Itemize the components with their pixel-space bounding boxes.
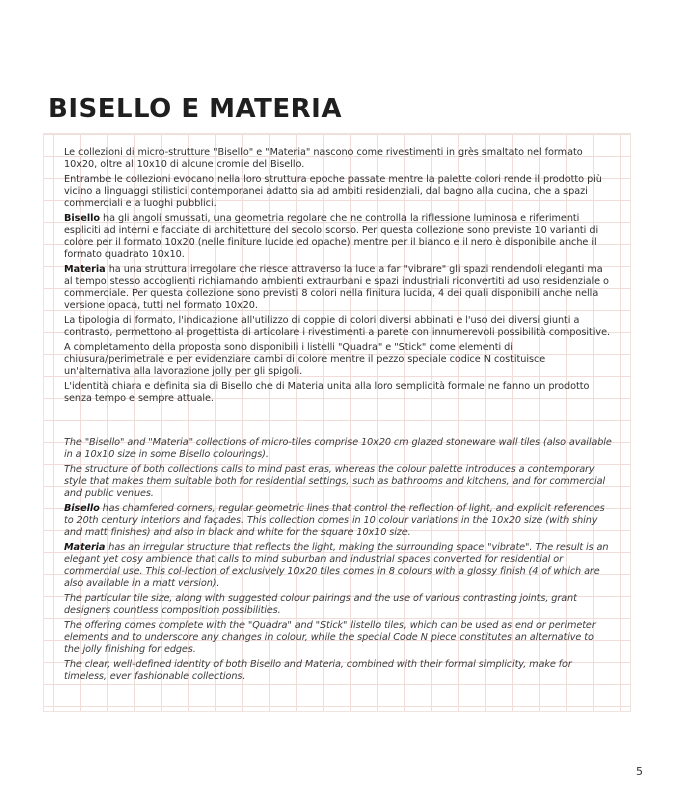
italian-paragraph: L'identità chiara e definita sia di Bisello che di Materia unita alla loro semplicità formale ne fanno un prodotto senza tempo e sempre attuale. (64, 381, 590, 404)
text-panel (43, 133, 631, 712)
bisello-label: Bisello (64, 213, 100, 224)
italian-paragraph: A completamento della proposta sono disponibili i listelli "Quadra" e "Stick" come elementi di chiusura/perimetrale e per evidenziare cambi di colore mentre il pezzo speciale codice N costituisce un'alternativa alla lavorazione jolly per gli spigoli. (64, 342, 546, 377)
english-paragraph: Bisello has chamfered corners, regular geometric lines that control the reflection of light, and explicit references to 20th century interiors and façades. This collection comes in 10 colour variations in the 10x20 size (with shiny and matt finishes) and also in black and white for the square 10x10 size. (64, 503, 605, 538)
english-paragraph: The offering comes complete with the "Quadra" and "Stick" listello tiles, which can be used as end or perimeter elements and to underscore any changes in colour, while the special Code N piece constitutes an alternative to the jolly finishing for edges. (64, 620, 596, 655)
italian-paragraph: Materia ha una struttura irregolare che riesce attraverso la luce a far "vibrare" gli spazi rendendoli eleganti ma al tempo stesso accoglienti richiamando ambienti extraurbani e spazi industriali riconvertiti ad uso residenziale o commerciale. Per questa collezione sono previsti 8 colori nella finitura lucida, 4 dei quali disponibili anche nella versione opaca, tutti nel formato 10x20. (64, 264, 609, 311)
english-paragraph: The particular tile size, along with suggested colour pairings and the use of various contrasting joints, grant designers countless composition possibilities. (64, 593, 577, 616)
bisello-label: Bisello (64, 503, 100, 514)
italian-section (64, 147, 612, 405)
italian-paragraph: Bisello ha gli angoli smussati, una geometria regolare che ne controlla la riflessione luminosa e riferimenti espliciti ad interni e facciate di architetture del secolo scorso. Per questa collezione sono previste 10 varianti di colore per il formato 10x20 (nelle finiture lucide ed opache) mentre per il bianco e il nero è disponibile anche il formato quadrato 10x10. (64, 213, 599, 260)
materia-label: Materia (64, 264, 106, 275)
italian-paragraph: La tipologia di formato, l'indicazione all'utilizzo di coppie di colori diversi abbinati e l'uso dei diversi giunti a contrasto, permettono al progettista di articolare i rivestimenti a parete con innumerevoli possibilità compositive. (64, 315, 611, 338)
section-spacer (64, 408, 612, 437)
page-number: 5 (636, 765, 643, 778)
materia-label: Materia (64, 542, 106, 553)
english-section (64, 437, 612, 683)
page-title: BISELLO E MATERIA (48, 94, 342, 124)
english-paragraph: The "Bisello" and "Materia" collections of micro-tiles comprise 10x20 cm glazed stoneware wall tiles (also available in a 10x10 size in some Bisello colourings). (64, 437, 612, 460)
italian-paragraph: Le collezioni di micro-strutture "Bisello" e "Materia" nascono come rivestimenti in grès smaltato nel formato 10x20, oltre al 10x10 di alcune cromie del Bisello. (64, 147, 583, 170)
english-paragraph: Materia has an irregular structure that reflects the light, making the surrounding space "vibrate". The result is an elegant yet cosy ambience that calls to mind suburban and industrial spaces converted for residential or commercial use. This col-lection of exclusively 10x20 tiles comes in 8 colours with a glossy finish (4 of which are also available in a matt version). (64, 542, 609, 589)
english-paragraph: The structure of both collections calls to mind past eras, whereas the colour palette introduces a contemporary style that makes them suitable both for residential settings, such as bathrooms and kitchens, and for commercial and public venues. (64, 464, 606, 499)
english-paragraph: The clear, well-defined identity of both Bisello and Materia, combined with their formal simplicity, make for timeless, ever fashionable collections. (64, 659, 572, 682)
italian-paragraph: Entrambe le collezioni evocano nella loro struttura epoche passate mentre la palette colori rende il prodotto più vicino a linguaggi stilistici contemporanei adatto sia ad ambiti residenziali, dal bagno alla cucina, che a spazi commerciali e a luoghi pubblici. (64, 174, 602, 209)
